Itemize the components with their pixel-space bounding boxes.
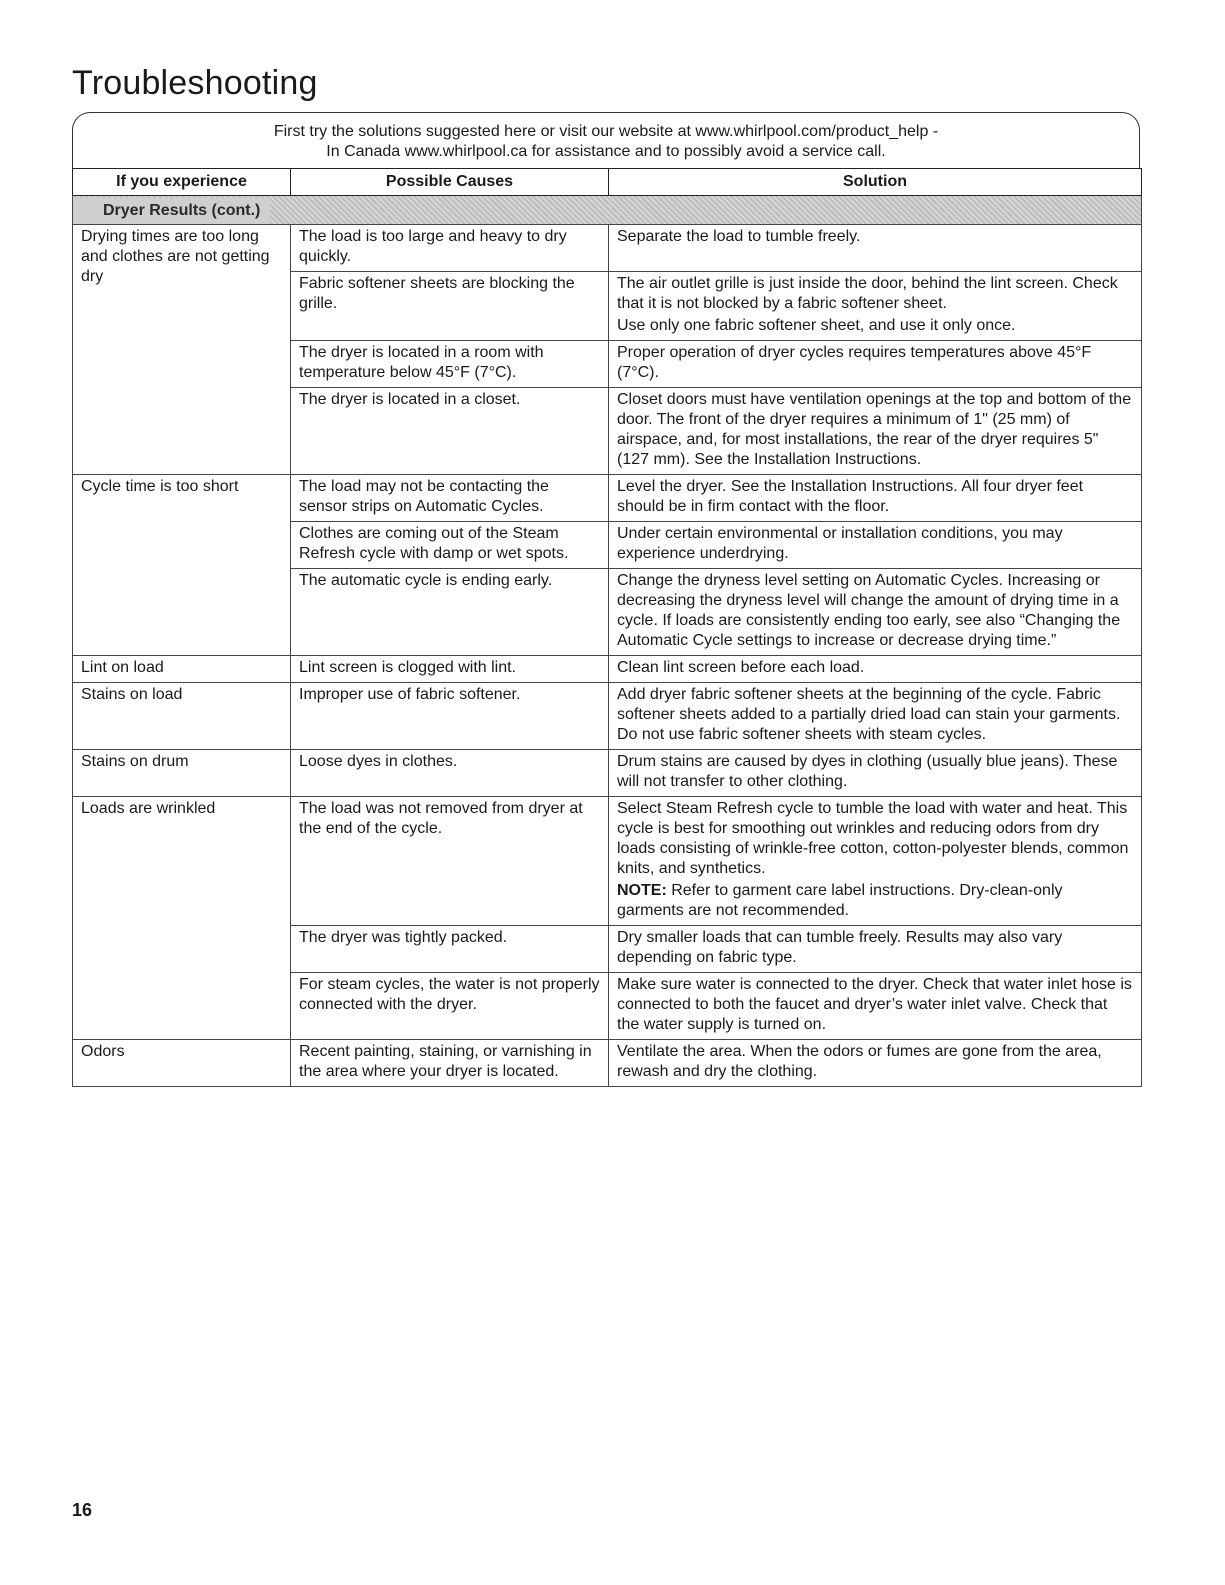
solution-text: The air outlet grille is just inside the door, behind the lint screen. Check that it is not blocked by a fabric softener sheet. bbox=[617, 275, 1118, 312]
solution-text: Change the dryness level setting on Automatic Cycles. Increasing or decreasing the dryness level will change the amount of drying time in a cycle. If loads are consistently ending too early, see also “Changing the Automatic Cycle settings to increase or decrease drying time.” bbox=[617, 572, 1121, 649]
problem-cell: Drying times are too long and clothes are not getting dry bbox=[73, 225, 291, 475]
solution-cell bbox=[609, 973, 1142, 1040]
solution-cell bbox=[609, 225, 1142, 272]
solution-text: Ventilate the area. When the odors or fumes are gone from the area, rewash and dry the clothing. bbox=[617, 1043, 1102, 1080]
solution-cell bbox=[609, 522, 1142, 569]
page-number: 16 bbox=[72, 1500, 93, 1520]
intro-text bbox=[72, 122, 1140, 162]
section-header bbox=[73, 196, 1142, 225]
cause-cell: Clothes are coming out of the Steam Refresh cycle with damp or wet spots. bbox=[291, 522, 609, 569]
table-row bbox=[73, 225, 1142, 272]
solution-cell bbox=[609, 683, 1142, 750]
header-problem: If you experience bbox=[73, 169, 291, 196]
note-text: Refer to garment care label instructions. Dry-clean-only garments are not recommended. bbox=[617, 882, 1063, 919]
solution-text: Use only one fabric softener sheet, and use it only once. bbox=[617, 317, 1016, 334]
solution-text: Level the dryer. See the Installation Instructions. All four dryer feet should be in firm contact with the floor. bbox=[617, 478, 1084, 515]
table-row bbox=[73, 797, 1142, 926]
solution-cell bbox=[609, 750, 1142, 797]
table-row bbox=[73, 475, 1142, 522]
cause-cell: The load may not be contacting the sensor strips on Automatic Cycles. bbox=[291, 475, 609, 522]
problem-cell: Stains on load bbox=[73, 683, 291, 750]
solution-cell bbox=[609, 341, 1142, 388]
cause-cell: The load was not removed from dryer at the end of the cycle. bbox=[291, 797, 609, 926]
solution-text: Select Steam Refresh cycle to tumble the load with water and heat. This cycle is best for smoothing out wrinkles and reducing odors from dry loads consisting of wrinkle-free cotton, cotton-polyester blends, common knits, and synthetics. bbox=[617, 800, 1129, 877]
solution-cell bbox=[609, 1040, 1142, 1087]
cause-cell: Lint screen is clogged with lint. bbox=[291, 656, 609, 683]
page-title: Troubleshooting bbox=[72, 64, 318, 102]
problem-cell: Odors bbox=[73, 1040, 291, 1087]
table-row bbox=[73, 656, 1142, 683]
solution-text: Drum stains are caused by dyes in clothing (usually blue jeans). These will not transfer to other clothing. bbox=[617, 753, 1118, 790]
table-header-row bbox=[73, 169, 1142, 196]
troubleshooting-table bbox=[72, 168, 1142, 1087]
solution-note bbox=[617, 881, 1133, 921]
solution-cell bbox=[609, 926, 1142, 973]
cause-cell: The dryer was tightly packed. bbox=[291, 926, 609, 973]
cause-cell: The load is too large and heavy to dry quickly. bbox=[291, 225, 609, 272]
section-header-row bbox=[73, 196, 1142, 225]
cause-cell: The dryer is located in a room with temperature below 45°F (7°C). bbox=[291, 341, 609, 388]
problem-cell: Loads are wrinkled bbox=[73, 797, 291, 1040]
table-row bbox=[73, 750, 1142, 797]
cause-cell: Fabric softener sheets are blocking the grille. bbox=[291, 272, 609, 341]
solution-text: Add dryer fabric softener sheets at the beginning of the cycle. Fabric softener sheets added to a partially dried load can stain your garments. Do not use fabric softener sheets with steam cycles. bbox=[617, 686, 1121, 743]
note-label: NOTE: bbox=[617, 882, 667, 899]
cause-cell: The automatic cycle is ending early. bbox=[291, 569, 609, 656]
intro-line-1: First try the solutions suggested here or visit our website at www.whirlpool.com/product_help - bbox=[273, 123, 939, 140]
cause-cell: For steam cycles, the water is not properly connected with the dryer. bbox=[291, 973, 609, 1040]
solution-text: Make sure water is connected to the dryer. Check that water inlet hose is connected to both the faucet and dryer’s water inlet valve. Check that the water supply is turned on. bbox=[617, 976, 1132, 1033]
intro-line-2: In Canada www.whirlpool.ca for assistance and to possibly avoid a service call. bbox=[326, 143, 886, 160]
section-label: Dryer Results (cont.) bbox=[73, 198, 270, 224]
solution-cell bbox=[609, 475, 1142, 522]
solution-cell bbox=[609, 656, 1142, 683]
cause-cell: Recent painting, staining, or varnishing in the area where your dryer is located. bbox=[291, 1040, 609, 1087]
cause-cell: Improper use of fabric softener. bbox=[291, 683, 609, 750]
solution-text: Proper operation of dryer cycles requires temperatures above 45°F (7°C). bbox=[617, 344, 1092, 381]
table-row bbox=[73, 683, 1142, 750]
cause-cell: Loose dyes in clothes. bbox=[291, 750, 609, 797]
table-row bbox=[73, 1040, 1142, 1087]
solution-text: Closet doors must have ventilation openings at the top and bottom of the door. The front of the dryer requires a minimum of 1" (25 mm) of airspace, and, for most installations, the rear of the dryer requires 5" (127 mm). See the Installation Instructions. bbox=[617, 391, 1132, 468]
solution-text: Dry smaller loads that can tumble freely. Results may also vary depending on fabric type. bbox=[617, 929, 1063, 966]
solution-text: Clean lint screen before each load. bbox=[617, 659, 865, 676]
solution-cell bbox=[609, 272, 1142, 341]
problem-cell: Lint on load bbox=[73, 656, 291, 683]
solution-text: Separate the load to tumble freely. bbox=[617, 228, 861, 245]
header-solution: Solution bbox=[609, 169, 1142, 196]
cause-cell: The dryer is located in a closet. bbox=[291, 388, 609, 475]
problem-cell: Stains on drum bbox=[73, 750, 291, 797]
solution-cell bbox=[609, 569, 1142, 656]
problem-cell: Cycle time is too short bbox=[73, 475, 291, 656]
solution-cell bbox=[609, 797, 1142, 926]
solution-cell bbox=[609, 388, 1142, 475]
solution-text: Under certain environmental or installation conditions, you may experience underdrying. bbox=[617, 525, 1063, 562]
header-causes: Possible Causes bbox=[291, 169, 609, 196]
